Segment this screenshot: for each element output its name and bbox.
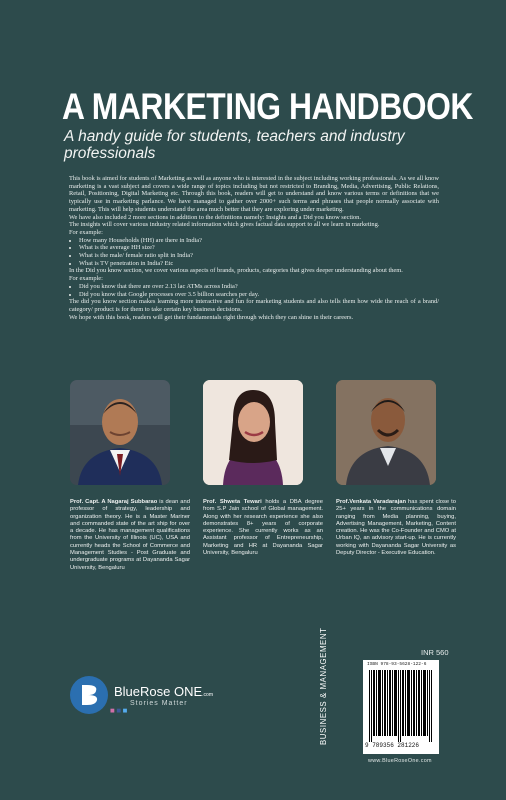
publisher-website: www.BlueRoseOne.com [368, 758, 432, 764]
list-item: • How many Households (HH) are there in India? [79, 237, 439, 245]
author-bio-varadarajan [336, 499, 456, 557]
author-photo-tewari [203, 380, 303, 485]
publisher-tagline: Stories Matter [130, 700, 188, 707]
facebook-icon: ■ [116, 708, 122, 714]
list-item: • Did you know that there are over 2.13 lac ATMs across India? [79, 283, 439, 291]
price: INR 560 [421, 648, 449, 657]
example-list [69, 237, 439, 268]
category-label: BUSINESS & MANAGEMENT [319, 627, 328, 745]
author-name: Prof.Venkata Varadarajan [336, 499, 407, 505]
list-item: • What is TV penetration in India? Etc [79, 260, 439, 268]
list-item: • Did you know that Google processes over 3.5 billion searches per day. [79, 291, 439, 299]
blurb-closing: We hope with this book, readers will get their fundamentals right through which they can shine in their careers. [69, 313, 354, 321]
blurb-fun: The did you know section makes learning more interactive and fun for marketing students and also tells them how wide the reach of a brand/ category/ product is for them to take certain key business decisions. [69, 298, 439, 313]
book-subtitle: A handy guide for students, teachers and industry professionals [64, 128, 405, 162]
author-bio-text: has spent close to 25+ years in the communications domain ranging from Media planning, buying, Advertising Management, Marketing, Content creation. He was the Co-Founder and CMO at Urban IQ, an advisory start-up. He is currently working with Dayananda Sagar University as Deputy Director - Executive Education. [336, 499, 456, 557]
list-item: • What is the male/ female ratio split in India? [79, 252, 439, 260]
blurb [69, 175, 439, 321]
author-bio-tewari [203, 499, 323, 557]
author-bio-text: holds a DBA degree from S.P Jain school of Global management. Along with her research experience she also demonstrates 8+ years of corporate experience. She currently works as an Assistant professor of Entrepreneurship, Marketing and HR at Dayananda Sagar University, Bengaluru [203, 499, 323, 557]
author-bio-text: is dean and professor of strategy, leadership and organization theory. He is a Master Mariner and commanded state of the art ship for over a decade. He has management qualifications from the University of Illinois (UC), USA and currently heads the School of Commerce and Management Studies - Post Graduate and undergraduate programs at Dayananda Sagar University, Bengaluru [70, 499, 190, 571]
blurb-intro: This book is aimed for students of Marketing as well as anyone who is interested in the subject including working professionals. As we all know marketing is a vast subject and covers a wide range of topics including but not restricted to Branding, Media, Advertising, Public Relations, Retail, Positioning, Digital Marketing etc. Through this book, readers will get to understand and know various terms or definitions that we typically use in marketing parlance. We have managed to gather over 2000+ such terms and phrases that people normally associate with marketing. This will help students understand the area much better that they are exploring under marketing. [69, 175, 439, 213]
book-title: A MARKETING HANDBOOK [62, 86, 473, 127]
list-item: • What is the average HH size? [79, 244, 439, 252]
isbn-digits: 9 789356 281226 [365, 742, 420, 749]
publisher-name: BlueRose ONE.com [114, 684, 213, 699]
barcode-bars [369, 670, 433, 742]
author-bio-subbarao [70, 499, 190, 572]
isbn-barcode [363, 660, 439, 754]
example-label: For example: [69, 275, 103, 283]
instagram-icon: ■ [110, 708, 115, 714]
author-name: Prof. Capt. A Nagaraj Subbarao [70, 499, 158, 505]
example-label: For example: [69, 228, 103, 236]
isbn-label: ISBN 978-93-5628-122-6 [367, 662, 427, 667]
blurb-insights: The insights will cover various industry related information which gives factual data support to all we learn in marketing. [69, 221, 380, 229]
twitter-icon: ■ [122, 708, 128, 714]
social-icons [110, 708, 127, 714]
author-photo-subbarao [70, 380, 170, 485]
author-name: Prof. Shweta Tewari [203, 499, 262, 505]
blurb-sections: We have also included 2 more sections in addition to the definitions namely: Insights and a Did you know section. [69, 213, 361, 221]
publisher-logo [70, 676, 213, 716]
example-list [69, 283, 439, 298]
bluerose-logo-icon [70, 676, 108, 714]
blurb-didyouknow: In the Did you know section, we cover various aspects of brands, products, categories that gives deeper understanding about them. [69, 267, 403, 275]
author-photo-varadarajan [336, 380, 436, 485]
